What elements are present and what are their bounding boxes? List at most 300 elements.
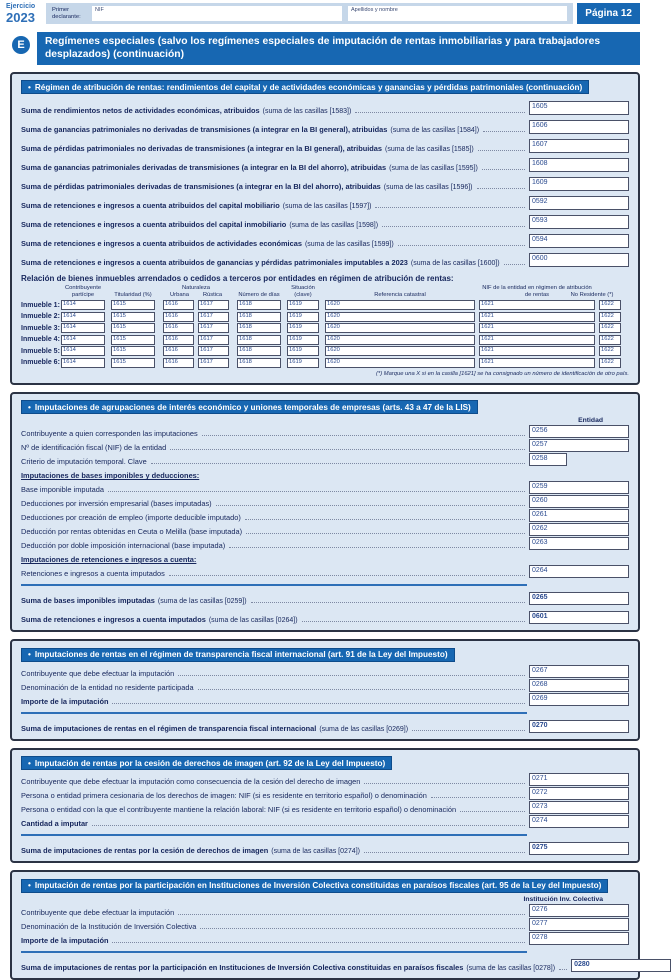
casilla-input[interactable] <box>615 336 620 344</box>
panel-title-bar <box>21 648 455 662</box>
casilla-input[interactable] <box>303 336 318 344</box>
col-header-dias: Número de días <box>238 291 280 298</box>
casilla-input[interactable] <box>214 347 228 355</box>
casilla-number: 1617 <box>200 358 213 365</box>
casilla-box <box>325 312 475 322</box>
form-row <box>21 787 629 800</box>
casilla-input[interactable] <box>179 336 193 344</box>
casilla-input[interactable] <box>214 359 228 367</box>
casilla-input[interactable] <box>127 324 154 332</box>
casilla-number: 1621 <box>481 347 494 354</box>
casilla-input[interactable] <box>548 919 628 930</box>
casilla-number: 1620 <box>327 335 340 342</box>
casilla-input[interactable] <box>495 359 594 367</box>
col-header-titularidad: Titularidad (%) <box>114 291 152 298</box>
casilla-input[interactable] <box>548 905 628 916</box>
section-divider <box>21 834 527 836</box>
row-label: Persona o entidad primera cesionaria de los derechos de imagen: NIF (si es residente en territorio español) o denominación <box>21 791 427 801</box>
row-label: Retenciones e ingresos a cuenta imputados <box>21 569 165 579</box>
form-row <box>21 215 629 229</box>
casilla-box <box>479 358 595 368</box>
row-label: Deducción por doble imposición internacional (base imputada) <box>21 541 226 551</box>
casilla-input[interactable] <box>615 324 620 332</box>
casilla-input[interactable] <box>548 774 628 785</box>
row-label: Criterio de imputación temporal. Clave <box>21 457 147 467</box>
casilla-input[interactable] <box>548 102 628 114</box>
casilla-number: 1622 <box>601 358 614 365</box>
bullet-icon: • <box>28 82 31 92</box>
casilla-box <box>529 234 629 248</box>
casilla-input[interactable] <box>548 482 628 493</box>
casilla-column <box>529 720 629 733</box>
casilla-column <box>529 177 629 191</box>
casilla-number: 0600 <box>532 255 548 263</box>
casilla-number: 1614 <box>63 324 76 331</box>
casilla-input[interactable] <box>303 313 318 321</box>
casilla-number: 0260 <box>532 497 548 505</box>
casilla-input[interactable] <box>253 359 280 367</box>
casilla-input[interactable] <box>253 324 280 332</box>
page-badge: Página 12 <box>577 3 640 24</box>
casilla-input[interactable] <box>548 933 628 944</box>
dotted-leader <box>178 914 525 915</box>
row-note: (suma de las casillas [1600]) <box>410 260 500 268</box>
casilla-box <box>325 358 475 368</box>
form-rows <box>21 425 629 624</box>
casilla-input[interactable] <box>341 336 474 344</box>
row-note: (suma de las casillas [1597]) <box>282 203 372 211</box>
row-note: (suma de las casillas [1596]) <box>383 184 473 192</box>
form-row <box>21 425 629 438</box>
casilla-input[interactable] <box>303 301 318 309</box>
casilla-input[interactable] <box>548 454 566 465</box>
casilla-input[interactable] <box>548 216 628 228</box>
casilla-box <box>479 300 595 310</box>
form-row <box>21 253 629 267</box>
casilla-box <box>529 537 629 550</box>
row-note: (suma de las casillas [1595]) <box>389 165 478 173</box>
casilla-number: 1615 <box>113 347 126 354</box>
bullet-icon: • <box>28 881 31 891</box>
casilla-input[interactable] <box>341 359 474 367</box>
casilla-box <box>529 665 629 678</box>
casilla-number: 1615 <box>113 301 126 308</box>
form-row <box>21 720 629 733</box>
nif-field[interactable]: NIF <box>92 6 342 21</box>
dotted-leader <box>200 928 525 929</box>
casilla-input[interactable] <box>179 313 193 321</box>
dotted-leader <box>478 150 525 151</box>
casilla-number: 0261 <box>532 511 548 519</box>
dotted-leader <box>302 621 525 622</box>
dotted-leader <box>151 463 525 464</box>
casilla-input[interactable] <box>548 159 628 171</box>
casilla-input[interactable] <box>548 843 628 854</box>
row-label: Contribuyente a quien corresponden las imputaciones <box>21 429 198 439</box>
casilla-input[interactable] <box>548 197 628 209</box>
casilla-input[interactable] <box>179 301 193 309</box>
casilla-column <box>529 592 629 605</box>
casilla-input[interactable] <box>127 313 154 321</box>
casilla-number: 1614 <box>63 335 76 342</box>
casilla-number: 1616 <box>165 358 178 365</box>
casilla-input[interactable] <box>615 359 620 367</box>
casilla-input[interactable] <box>615 301 620 309</box>
dotted-leader <box>246 533 525 534</box>
casilla-input[interactable] <box>495 324 594 332</box>
casilla-box <box>61 335 105 345</box>
casilla-box <box>61 358 105 368</box>
casilla-column <box>529 481 629 494</box>
casilla-input[interactable] <box>548 140 628 152</box>
casilla-input[interactable] <box>548 524 628 535</box>
panel-regimen-atribucion-rentas <box>10 72 640 385</box>
ejercicio-block <box>6 3 42 24</box>
casilla-input[interactable] <box>548 566 628 577</box>
casilla-input[interactable] <box>548 816 628 827</box>
casilla-input[interactable] <box>548 254 628 266</box>
row-label: Suma de bases imponibles imputadas <box>21 596 155 606</box>
dotted-leader <box>504 264 525 265</box>
casilla-input[interactable] <box>341 347 474 355</box>
casilla-input[interactable] <box>77 301 104 309</box>
panel-title: Imputaciones de rentas en el régimen de transparencia fiscal internacional (art. 91 de la Ley del Impuesto) <box>34 650 448 660</box>
casilla-input[interactable] <box>548 694 628 705</box>
dotted-leader <box>216 505 525 506</box>
casilla-box <box>237 312 281 322</box>
casilla-input[interactable] <box>179 359 193 367</box>
form-row <box>21 801 629 814</box>
declarante-band <box>46 3 573 24</box>
casilla-number: 1614 <box>63 347 76 354</box>
form-row <box>21 234 629 248</box>
casilla-number: 1606 <box>532 122 548 130</box>
casilla-input[interactable] <box>548 235 628 247</box>
dotted-leader <box>198 689 525 690</box>
casilla-input[interactable] <box>253 336 280 344</box>
casilla-box <box>599 300 621 310</box>
casilla-box <box>111 312 155 322</box>
casilla-number: 1617 <box>200 301 213 308</box>
casilla-box <box>325 300 475 310</box>
casilla-column <box>529 101 629 115</box>
form-row <box>21 481 629 494</box>
casilla-number: 1608 <box>532 160 548 168</box>
casilla-column <box>529 253 629 267</box>
casilla-box <box>325 323 475 333</box>
row-note: (suma de las casillas [0278]) <box>466 964 556 972</box>
casilla-column <box>529 693 629 706</box>
casilla-column <box>529 453 629 466</box>
casilla-input[interactable] <box>214 301 228 309</box>
casilla-box <box>163 335 194 345</box>
casilla-box <box>325 346 475 356</box>
casilla-column <box>529 495 629 508</box>
casilla-number: 0268 <box>532 680 548 688</box>
casilla-input[interactable] <box>548 538 628 549</box>
casilla-number: 0263 <box>532 539 548 547</box>
row-label: Importe de la imputación <box>21 696 109 706</box>
casilla-column <box>529 196 629 210</box>
casilla-number: 1618 <box>239 347 252 354</box>
casilla-input[interactable] <box>548 680 628 691</box>
casilla-number: 1620 <box>327 358 340 365</box>
dotted-leader <box>398 245 525 246</box>
casilla-input[interactable] <box>548 721 628 732</box>
panel-title-bar <box>21 80 589 94</box>
casilla-number: 1620 <box>327 347 340 354</box>
panel-title: Régimen de atribución de rentas: rendimientos del capital y de actividades económicas y ganancias y pérdidas patrimoniales (continuación) <box>34 82 583 92</box>
casilla-number: 1622 <box>601 324 614 331</box>
casilla-input[interactable] <box>548 788 628 799</box>
section-divider <box>21 712 527 714</box>
casilla-number: 0278 <box>532 933 548 941</box>
column-header-entidad: Entidad <box>578 417 603 425</box>
casilla-number: 1622 <box>601 347 614 354</box>
form-row <box>21 773 629 786</box>
casilla-number: 0259 <box>532 483 548 491</box>
panel-title-bar <box>21 756 392 770</box>
col-header-contribuyente: Contribuyente partícipe <box>64 285 102 298</box>
casilla-box <box>599 312 621 322</box>
casilla-input[interactable] <box>548 178 628 190</box>
row-note: (suma de las casillas [1598]) <box>289 222 379 230</box>
section-e-header <box>12 32 640 65</box>
casilla-number: 1616 <box>165 301 178 308</box>
casilla-column <box>529 773 629 786</box>
dotted-leader <box>108 491 525 492</box>
casilla-input[interactable] <box>548 426 628 437</box>
form-row <box>21 918 629 931</box>
casilla-number: 0277 <box>532 919 548 927</box>
casilla-number: 0270 <box>532 721 548 729</box>
casilla-box <box>529 158 629 172</box>
casilla-number: 1622 <box>601 301 614 308</box>
casilla-input[interactable] <box>548 440 628 451</box>
casilla-box <box>111 335 155 345</box>
casilla-box <box>529 592 629 605</box>
row-label: Suma de retenciones e ingresos a cuenta atribuidos de ganancias y pérdidas patrimoniales imputables a 2023 <box>21 258 408 268</box>
col-header-urbana: Urbana <box>169 291 189 298</box>
casilla-input[interactable] <box>615 347 620 355</box>
casilla-box <box>163 300 194 310</box>
inmuebles-table-header <box>21 285 629 298</box>
casilla-box <box>287 323 319 333</box>
casilla-column <box>529 787 629 800</box>
casilla-number: 0265 <box>532 594 548 602</box>
dotted-leader <box>169 575 525 576</box>
row-note: (suma de las casillas [0274]) <box>271 848 360 856</box>
dotted-leader <box>355 112 525 113</box>
inmueble-row-label: Inmueble 2: <box>21 313 60 321</box>
casilla-input[interactable] <box>303 347 318 355</box>
row-label: Denominación de la Institución de Inversión Colectiva <box>21 921 197 931</box>
dotted-leader <box>251 602 525 603</box>
casilla-input[interactable] <box>341 324 474 332</box>
casilla-column <box>529 215 629 229</box>
casilla-number: 0593 <box>532 217 548 225</box>
row-label: Suma de pérdidas patrimoniales no derivadas de transmisiones (a integrar en la BI general), atribuidas <box>21 144 383 154</box>
panel-instituciones-inversion-colectiva <box>10 870 640 980</box>
casilla-input[interactable] <box>548 612 628 623</box>
casilla-input[interactable] <box>495 347 594 355</box>
row-note: (suma de las casillas [0259]) <box>157 598 247 606</box>
casilla-box <box>479 312 595 322</box>
casilla-number: 1617 <box>200 312 213 319</box>
col-header-nif-entidad: NIF de la entidad en régimen de atribución de rentas <box>482 285 592 298</box>
panel-title: Imputaciones de agrupaciones de interés económico y uniones temporales de empresas (arts. 43 a 47 de la LIS) <box>34 402 471 412</box>
inmueble-row <box>21 346 629 356</box>
casilla-number: 1621 <box>481 358 494 365</box>
casilla-input[interactable] <box>179 324 193 332</box>
declarante-label: Primer declarante: <box>52 6 81 20</box>
inmueble-row-label: Inmueble 4: <box>21 336 60 344</box>
row-label: Deducción por rentas obtenidas en Ceuta o Melilla (base imputada) <box>21 527 243 537</box>
panel-transparencia-fiscal-internacional <box>10 639 640 741</box>
casilla-number: 1607 <box>532 141 548 149</box>
casilla-input[interactable] <box>77 336 104 344</box>
casilla-input[interactable] <box>214 324 228 332</box>
casilla-input[interactable] <box>495 313 594 321</box>
form-row <box>21 495 629 508</box>
casilla-box <box>529 495 629 508</box>
row-note: (suma de las casillas [1585]) <box>385 146 474 154</box>
dotted-leader <box>375 207 525 208</box>
casilla-column <box>529 665 629 678</box>
casilla-box <box>529 101 629 115</box>
casilla-input[interactable] <box>548 666 628 677</box>
casilla-column <box>571 959 671 972</box>
casilla-input[interactable] <box>127 359 154 367</box>
casilla-input[interactable] <box>495 336 594 344</box>
dotted-leader <box>412 730 525 731</box>
casilla-number: 1614 <box>63 301 76 308</box>
form-row <box>21 592 629 605</box>
form-row <box>21 904 629 917</box>
inmueble-row-label: Inmueble 1: <box>21 301 60 309</box>
dotted-leader <box>229 547 525 548</box>
row-label: Suma de imputaciones de rentas por la cesión de derechos de imagen <box>21 846 269 856</box>
casilla-input[interactable] <box>214 336 228 344</box>
form-row <box>21 101 629 115</box>
ejercicio-label: Ejercicio <box>6 3 36 10</box>
form-row <box>21 509 629 522</box>
casilla-box <box>237 300 281 310</box>
casilla-number: 1614 <box>63 358 76 365</box>
dotted-leader <box>112 703 525 704</box>
casilla-input[interactable] <box>127 336 154 344</box>
form-row <box>21 139 629 153</box>
casilla-box <box>529 787 629 800</box>
casilla-input[interactable] <box>303 324 318 332</box>
casilla-input[interactable] <box>548 496 628 507</box>
inmueble-row <box>21 312 629 322</box>
casilla-number: 1619 <box>289 301 302 308</box>
casilla-input[interactable] <box>548 510 628 521</box>
casilla-column <box>529 565 629 578</box>
apellidos-field[interactable]: Apellidos y nombre <box>348 6 567 21</box>
casilla-number: 1622 <box>601 312 614 319</box>
casilla-box <box>599 323 621 333</box>
col-header-rustica: Rústica <box>202 291 223 298</box>
casilla-number: 1618 <box>239 301 252 308</box>
casilla-input[interactable] <box>253 313 280 321</box>
casilla-box <box>61 312 105 322</box>
casilla-input[interactable] <box>253 347 280 355</box>
casilla-input[interactable] <box>127 301 154 309</box>
casilla-number: 1619 <box>289 358 302 365</box>
casilla-input[interactable] <box>77 347 104 355</box>
casilla-box <box>529 693 629 706</box>
casilla-input[interactable] <box>495 301 594 309</box>
casilla-input[interactable] <box>548 593 628 604</box>
casilla-number: 1621 <box>481 301 494 308</box>
casilla-box <box>479 335 595 345</box>
casilla-input[interactable] <box>179 347 193 355</box>
casilla-column <box>529 439 629 452</box>
casilla-number: 1618 <box>239 324 252 331</box>
casilla-box <box>198 358 229 368</box>
casilla-input[interactable] <box>615 313 620 321</box>
form-row <box>21 453 629 466</box>
casilla-number: 1618 <box>239 335 252 342</box>
casilla-input[interactable] <box>548 802 628 813</box>
casilla-box <box>237 335 281 345</box>
casilla-number: 1618 <box>239 358 252 365</box>
row-label: Cantidad a imputar <box>21 819 88 829</box>
casilla-input[interactable] <box>214 313 228 321</box>
casilla-number: 1617 <box>200 335 213 342</box>
casilla-number: 0280 <box>574 960 590 968</box>
casilla-number: 0273 <box>532 803 548 811</box>
casilla-number: 1615 <box>113 358 126 365</box>
row-label: Suma de imputaciones de rentas en el régimen de transparencia fiscal internacional <box>21 723 317 733</box>
casilla-input[interactable] <box>548 121 628 133</box>
row-label: Suma de retenciones e ingresos a cuenta atribuidos del capital inmobiliario <box>21 220 287 230</box>
casilla-input[interactable] <box>303 359 318 367</box>
casilla-box <box>287 335 319 345</box>
casilla-input[interactable] <box>77 359 104 367</box>
casilla-input[interactable] <box>127 347 154 355</box>
casilla-box <box>237 358 281 368</box>
casilla-input[interactable] <box>590 960 670 971</box>
casilla-input[interactable] <box>77 324 104 332</box>
inmueble-row-label: Inmueble 6: <box>21 359 60 367</box>
casilla-number: 0258 <box>532 455 548 463</box>
casilla-number: 1618 <box>239 312 252 319</box>
section-e-letter-badge: E <box>12 36 30 54</box>
casilla-input[interactable] <box>253 301 280 309</box>
casilla-input[interactable] <box>341 313 474 321</box>
casilla-box <box>599 358 621 368</box>
casilla-column <box>529 801 629 814</box>
casilla-column <box>529 679 629 692</box>
casilla-box <box>287 312 319 322</box>
form-row <box>21 523 629 536</box>
casilla-number: 1616 <box>165 335 178 342</box>
casilla-number: 0264 <box>532 567 548 575</box>
casilla-number: 0274 <box>532 817 548 825</box>
casilla-input[interactable] <box>77 313 104 321</box>
casilla-column <box>529 932 629 945</box>
col-header-naturaleza: Naturaleza <box>181 285 211 292</box>
casilla-box <box>237 323 281 333</box>
dotted-leader <box>483 131 525 132</box>
casilla-input[interactable] <box>341 301 474 309</box>
dotted-leader <box>202 435 525 436</box>
casilla-number: 1617 <box>200 324 213 331</box>
casilla-number: 1621 <box>481 312 494 319</box>
